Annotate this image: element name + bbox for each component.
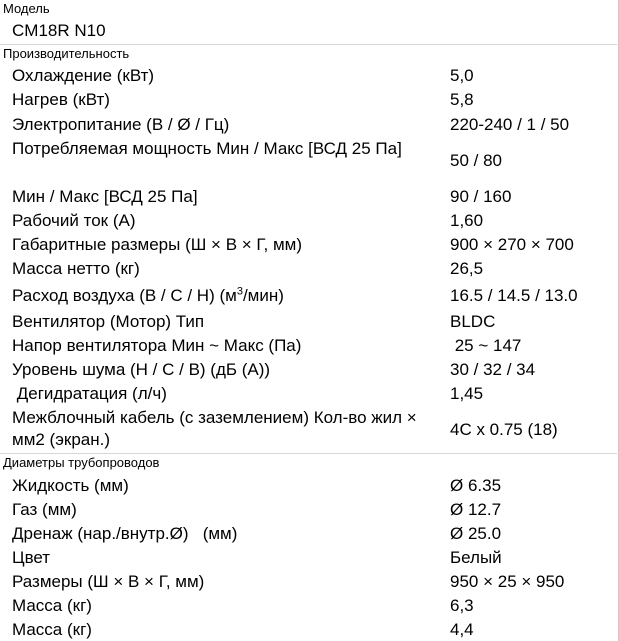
row-value: 30 / 32 / 34	[450, 360, 536, 379]
row-value: 5,0	[450, 66, 474, 85]
row-label: Масса нетто (кг)	[12, 259, 140, 278]
row-label: Вентилятор (Мотор) Тип	[12, 312, 205, 331]
row-value: 4,4	[450, 620, 474, 639]
row-label: Уровень шума (Н / С / В) (дБ (А))	[12, 360, 271, 379]
row-value: 4C x 0.75 (18)	[450, 420, 558, 439]
row-value: 950 × 25 × 950	[450, 572, 565, 591]
row-label: Нагрев (кВт)	[12, 90, 110, 109]
row-label: Размеры (Ш × В × Г, мм)	[12, 572, 205, 591]
row-value: 5,8	[450, 90, 474, 109]
row-value: 90 / 160	[450, 187, 512, 206]
row-label: Межблочный кабель (с заземлением) Кол-во жил × мм2 (экран.)	[12, 408, 417, 449]
row-value: 1,45	[450, 384, 484, 403]
row-label: Габаритные размеры (Ш × В × Г, мм)	[12, 235, 303, 254]
row-value: 900 × 270 × 700	[450, 235, 574, 254]
row-value: Белый	[450, 548, 502, 567]
row-label: Потребляемая мощность Мин / Макс [ВСД 25 Па]	[12, 139, 402, 158]
row-label: Масса (кг)	[12, 620, 92, 639]
row-value: Ø 6.35	[450, 476, 502, 495]
row-label: Дренаж (нар./внутр.Ø) (мм)	[12, 524, 238, 543]
section-title-model: Модель	[3, 1, 50, 16]
row-label: Цвет	[12, 548, 51, 567]
row-value: Ø 12.7	[450, 500, 502, 519]
section-title-performance: Производительность	[0, 44, 617, 63]
row-label	[12, 285, 412, 307]
row-value: 16.5 / 14.5 / 13.0	[450, 286, 578, 305]
row-label: Масса (кг)	[12, 596, 92, 615]
row-value: 50 / 80	[450, 151, 502, 170]
row-label: Дегидратация (л/ч)	[12, 384, 167, 403]
section-title-pipes: Диаметры трубопроводов	[0, 453, 617, 472]
model-value: CM18R N10	[12, 21, 106, 40]
row-label-superscript: 3	[236, 285, 243, 298]
row-label: Мин / Макс [ВСД 25 Па]	[12, 187, 198, 206]
row-value: 220-240 / 1 / 50	[450, 115, 570, 134]
row-label: Рабочий ток (А)	[12, 211, 136, 230]
row-value: 1,60	[450, 211, 484, 230]
row-label: Жидкость (мм)	[12, 476, 129, 495]
row-label: Электропитание (В / Ø / Гц)	[12, 115, 230, 134]
row-value: Ø 25.0	[450, 524, 502, 543]
row-label-prefix: Расход воздуха (В / С / Н) (м	[12, 286, 237, 305]
row-label: Напор вентилятора Мин ~ Макс (Па)	[12, 336, 302, 355]
row-value: 25 ~ 147	[450, 336, 522, 355]
row-label: Охлаждение (кВт)	[12, 66, 155, 85]
row-value: 26,5	[450, 259, 484, 278]
row-label-suffix: /мин)	[242, 286, 284, 305]
row-value: BLDC	[450, 312, 496, 331]
row-value: 6,3	[450, 596, 474, 615]
row-label: Газ (мм)	[12, 500, 77, 519]
